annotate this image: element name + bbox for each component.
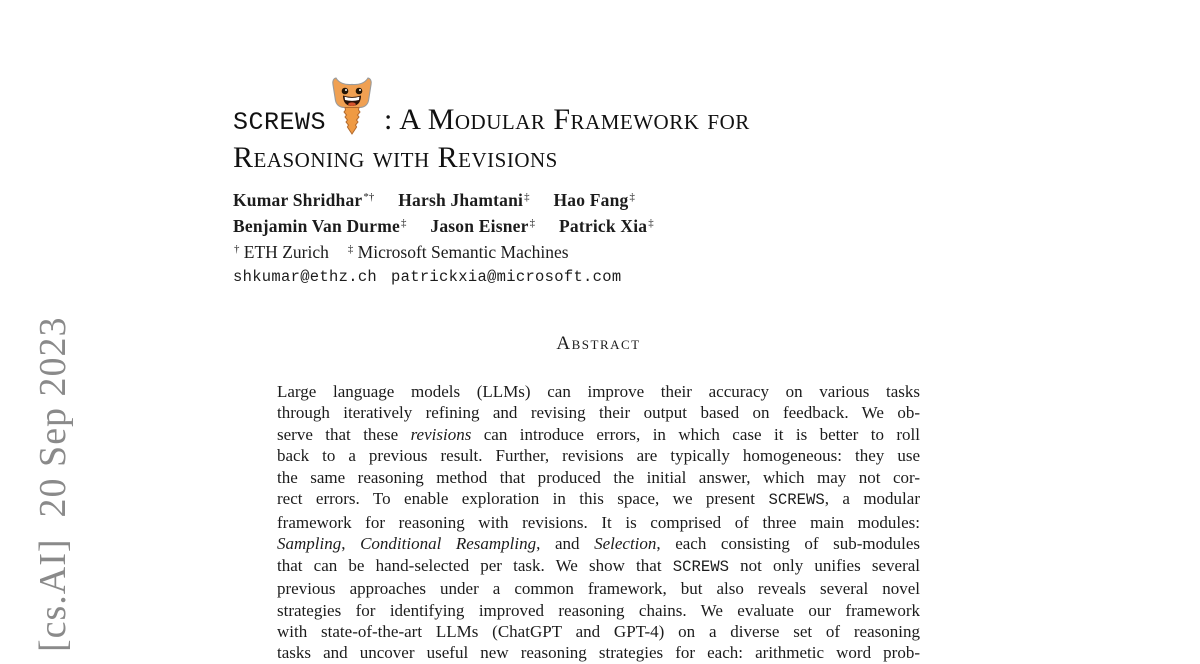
text-segment: SCREWS — [672, 557, 729, 576]
text-segment: tasks and uncover useful new reasoning strategies for each: arithmetic word prob- — [277, 643, 920, 663]
text-segment: with state-of-the-art LLMs (ChatGPT and GPT-4) on a diverse set of reasoning — [277, 621, 920, 641]
text-segment: strategies for identifying improved reasoning chains. We evaluate our framework — [277, 600, 920, 620]
text-segment: † — [234, 242, 240, 255]
screw-face-icon — [332, 76, 372, 138]
spacer — [377, 280, 391, 281]
text-segment: revisions — [410, 424, 472, 444]
left-eye — [342, 88, 349, 95]
text-segment: Selection — [594, 534, 657, 554]
text-segment: ‡ — [524, 191, 530, 203]
paper-title — [233, 76, 933, 175]
screw-thread — [344, 108, 360, 135]
text-segment: , — [341, 534, 361, 554]
abstract-line — [277, 578, 920, 599]
text-segment: previous approaches under a common framework, but also reveals several novel — [277, 579, 920, 599]
abstract-line — [277, 445, 920, 466]
text-segment: that can be hand-selected per task. We show that — [277, 555, 673, 575]
spacer — [329, 257, 347, 258]
text-segment: ‡ — [400, 216, 407, 229]
text-segment: Benjamin Van Durme — [233, 215, 400, 236]
text-segment: can introduce errors, in which case it is better to roll — [471, 424, 920, 444]
abstract-line — [277, 424, 920, 445]
text-segment: Hao Fang — [553, 189, 629, 210]
text-segment: ‡ — [648, 216, 654, 229]
text-segment: patrickxia@microsoft.com — [391, 267, 622, 286]
abstract-line — [277, 402, 920, 423]
text-segment: Large language models (LLMs) can improve their accuracy on various tasks — [277, 382, 920, 401]
author-line — [233, 186, 654, 212]
abstract-line — [277, 512, 920, 533]
text-segment: *† — [363, 191, 375, 203]
text-segment: SCREWS — [768, 491, 825, 510]
spacer — [535, 231, 559, 232]
text-segment: framework for reasoning with revisions. It is comprised of three main modules: — [277, 512, 920, 532]
abstract-body — [277, 381, 920, 664]
author-line — [233, 238, 654, 264]
text-segment: Kumar Shridhar — [233, 189, 363, 210]
text-segment: ETH Zurich — [239, 241, 329, 262]
text-segment: ‡ — [529, 216, 535, 229]
text-segment: Harsh Jhamtani — [398, 189, 524, 210]
abstract-line — [277, 600, 920, 621]
text-segment: , and — [536, 534, 595, 554]
title-line1-rest: : A Modular Framework for — [376, 103, 750, 136]
author-line — [233, 264, 654, 289]
abstract-line — [277, 467, 920, 488]
text-segment: Conditional Resampling — [360, 534, 537, 554]
title-line2: Reasoning with Revisions — [233, 141, 558, 174]
text-segment: shkumar@ethz.ch — [233, 267, 378, 286]
abstract-line — [277, 621, 920, 642]
text-segment: Patrick Xia — [559, 215, 648, 236]
abstract-line — [277, 381, 920, 402]
abstract-section — [277, 333, 920, 664]
right-eye-glint — [359, 89, 361, 91]
author-block — [233, 186, 654, 289]
text-segment: , a modular — [824, 489, 920, 509]
text-segment: through iteratively refining and revising their output based on feedback. We ob- — [277, 403, 920, 423]
author-line — [233, 212, 654, 238]
text-segment: Microsoft Semantic Machines — [353, 241, 569, 262]
abstract-line — [277, 642, 920, 663]
right-eye — [356, 88, 363, 95]
title-screws: SCREWS — [233, 108, 327, 137]
spacer — [374, 205, 398, 206]
abstract-line — [277, 488, 920, 511]
text-segment: ‡ — [629, 191, 635, 203]
text-segment: back to a previous result. Further, revisions are typically homogeneous: they use — [277, 446, 920, 466]
text-segment: the same reasoning method that produced the initial answer, which may not cor- — [277, 467, 920, 487]
text-segment: serve that these — [277, 424, 411, 444]
text-segment: ‡ — [347, 242, 354, 255]
arxiv-watermark: [cs.AI] 20 Sep 2023 — [32, 316, 74, 652]
text-segment: Sampling — [277, 534, 342, 554]
text-segment: , each consisting of sub-modules — [656, 534, 921, 554]
text-segment: rect errors. To enable exploration in this space, we present — [277, 489, 769, 509]
text-segment: Jason Eisner — [430, 215, 529, 236]
abstract-line — [277, 555, 920, 578]
abstract-heading: Abstract — [556, 333, 641, 354]
spacer — [530, 205, 554, 206]
spacer — [406, 231, 430, 232]
left-eye-glint — [345, 89, 347, 91]
text-segment: not only unifies several — [728, 555, 920, 575]
abstract-line — [277, 533, 920, 554]
tongue — [348, 102, 356, 106]
